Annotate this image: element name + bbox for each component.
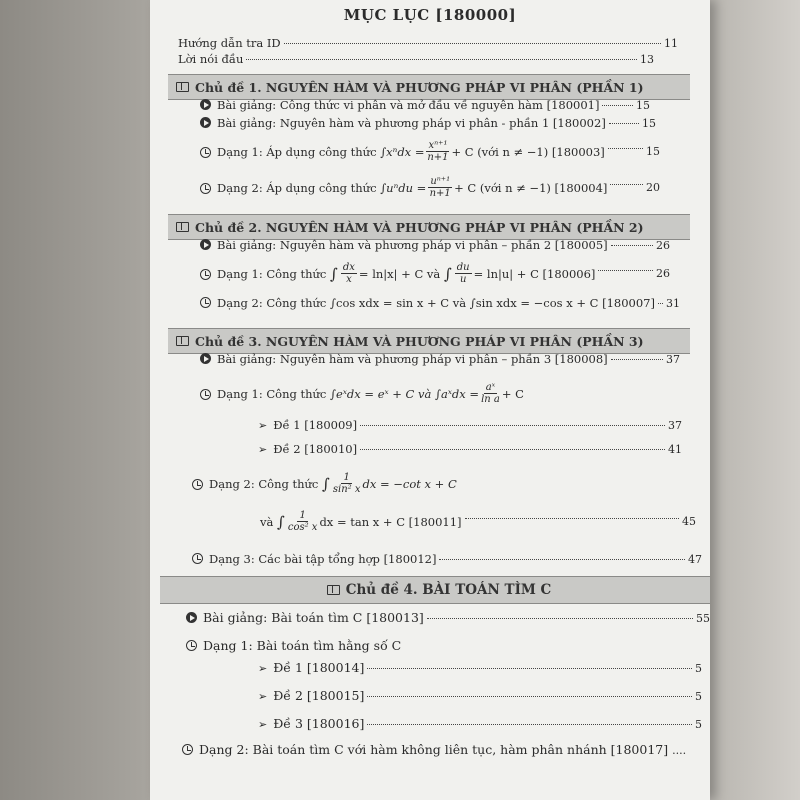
- chapter-title: Chủ đề 2. NGUYÊN HÀM VÀ PHƯƠNG PHÁP VI PHÂN (PHẦN 2): [195, 219, 644, 235]
- entry-label: Dạng 2: Công thức ∫cos xdx = sin x + C và ∫sin xdx = −cos x + C [180007]: [217, 296, 655, 310]
- entry-label: Đề 2 [180015]: [273, 688, 365, 703]
- clock-icon: [200, 389, 211, 400]
- entry-label: Bài giảng: Nguyên hàm và phương pháp vi phân – phần 3 [180008]: [217, 352, 608, 366]
- chapter-title: Chủ đề 1. NGUYÊN HÀM VÀ PHƯƠNG PHÁP VI PHÂN (PHẦN 1): [195, 79, 644, 95]
- entry-label: Dạng 3: Các bài tập tổng hợp [180012]: [209, 552, 437, 566]
- background-right: [710, 0, 800, 800]
- dot-leader: [360, 425, 665, 426]
- entry-label: Đề 1 [180014]: [273, 660, 365, 675]
- dot-leader: [284, 43, 661, 44]
- toc-entry[interactable]: [258, 688, 702, 703]
- toc-entry[interactable]: [200, 116, 656, 130]
- fraction: [481, 382, 500, 405]
- entry-label: Đề 3 [180016]: [273, 716, 365, 731]
- toc-entry[interactable]: [192, 552, 702, 566]
- page-number: 15: [636, 99, 650, 112]
- entry-label: Dạng 2: Áp dụng công thức: [217, 180, 377, 195]
- page-number: 47: [688, 553, 702, 566]
- entry-label: Dạng 1: Bài toán tìm hằng số C: [203, 638, 402, 653]
- arrow-icon: ➢: [258, 718, 268, 731]
- page-number: 55: [696, 612, 710, 625]
- page-number: 41: [668, 443, 682, 456]
- entry-label: Dạng 2: Bài toán tìm C với hàm không liên tục, hàm phân nhánh [180017]: [199, 742, 669, 757]
- chapter-title: Chủ đề 4. BÀI TOÁN TÌM C: [345, 582, 552, 598]
- formula-tail: dx = tan x + C [180011]: [319, 514, 462, 529]
- fraction: [426, 140, 449, 163]
- dot-leader: [367, 724, 692, 725]
- play-icon: [186, 612, 197, 623]
- dot-leader: [658, 303, 663, 304]
- page-number: 26: [656, 267, 670, 280]
- page-number: 13: [640, 53, 654, 66]
- background-left: [0, 0, 150, 800]
- dot-leader: [611, 245, 653, 246]
- toc-entry[interactable]: [258, 418, 682, 432]
- page-number: ....: [672, 744, 687, 757]
- dot-leader: [367, 696, 692, 697]
- toc-entry[interactable]: [258, 716, 702, 731]
- fraction-denominator: ln a: [481, 394, 500, 405]
- arrow-icon: ➢: [258, 419, 268, 432]
- formula-tail: dx = −cot x + C: [362, 476, 457, 491]
- integral-sign-icon: ∫: [322, 474, 330, 493]
- entry-label: Bài giảng: Công thức vi phân và mở đầu về nguyên hàm [180001]: [217, 98, 600, 112]
- entry-label: Bài giảng: Bài toán tìm C [180013]: [203, 610, 424, 625]
- entry-label: và: [260, 514, 274, 529]
- arrow-icon: ➢: [258, 690, 268, 703]
- dot-leader: [360, 449, 665, 450]
- play-icon: [200, 117, 211, 128]
- clock-icon: [186, 640, 197, 651]
- formula-tail: = ln|u| + C [180006]: [473, 266, 596, 281]
- formula: = ln|x| + C và: [358, 266, 441, 281]
- page-number: 20: [646, 181, 660, 194]
- entry-label: Bài giảng: Nguyên hàm và phương pháp vi phân – phần 2 [180005]: [217, 238, 608, 252]
- chapter-title: Chủ đề 3. NGUYÊN HÀM VÀ PHƯƠNG PHÁP VI PHÂN (PHẦN 3): [195, 333, 644, 349]
- fraction-numerator: dx: [342, 262, 355, 273]
- formula-tail: + C (với n ≠ −1) [180003]: [451, 144, 605, 159]
- book-icon: [176, 222, 189, 232]
- toc-entry[interactable]: [186, 638, 686, 653]
- fraction-numerator: 1: [343, 472, 350, 483]
- fraction-denominator: sin² x: [332, 484, 361, 495]
- play-icon: [200, 239, 211, 250]
- toc-entry[interactable]: [200, 176, 660, 199]
- fraction: [341, 262, 357, 285]
- clock-icon: [200, 269, 211, 280]
- entry-label: Dạng 1: Áp dụng công thức: [217, 144, 377, 159]
- play-icon: [200, 353, 211, 364]
- clock-icon: [192, 553, 203, 564]
- dot-leader: [608, 148, 643, 149]
- fraction-denominator: u: [459, 274, 467, 285]
- fraction: [455, 262, 472, 285]
- toc-entry[interactable]: [182, 742, 710, 757]
- integral-sign-icon: ∫: [443, 264, 452, 283]
- toc-entry[interactable]: [260, 510, 696, 533]
- play-icon: [200, 99, 211, 110]
- page-number: 37: [668, 419, 682, 432]
- fraction-numerator: 1: [299, 510, 306, 521]
- entry-label: Dạng 1: Công thức: [217, 386, 327, 401]
- dot-leader: [610, 184, 643, 185]
- fraction-denominator: n+1: [429, 188, 451, 199]
- page-number: 11: [664, 37, 678, 50]
- clock-icon: [192, 479, 203, 490]
- entry-label: Lời nói đầu: [178, 52, 244, 66]
- toc-entry[interactable]: [178, 52, 654, 66]
- chapter-heading[interactable]: [168, 214, 690, 240]
- clock-icon: [182, 744, 193, 755]
- toc-entry[interactable]: [200, 140, 660, 163]
- integral-sign-icon: ∫: [330, 264, 338, 283]
- page-title: MỤC LỤC [180000]: [343, 6, 517, 24]
- page: [150, 0, 710, 800]
- chapter-heading[interactable]: [160, 576, 710, 604]
- page-number: 5: [695, 662, 702, 675]
- entry-label: Bài giảng: Nguyên hàm và phương pháp vi phân - phần 1 [180002]: [217, 116, 606, 130]
- clock-icon: [200, 297, 211, 308]
- dot-leader: [611, 359, 663, 360]
- page-number: 15: [646, 145, 660, 158]
- toc-entry[interactable]: [192, 472, 552, 495]
- integral-sign-icon: ∫: [277, 512, 285, 531]
- chapter-heading[interactable]: [168, 328, 690, 354]
- toc-entry[interactable]: [200, 98, 650, 112]
- arrow-icon: ➢: [258, 443, 268, 456]
- book-icon: [327, 585, 340, 595]
- fraction-denominator: cos² x: [287, 522, 318, 533]
- dot-leader: [439, 559, 685, 560]
- page-number: 15: [642, 117, 656, 130]
- fraction-denominator: x: [346, 274, 352, 285]
- formula-tail: + C (với n ≠ −1) [180004]: [454, 180, 608, 195]
- toc-entry[interactable]: [258, 442, 682, 456]
- toc-entry[interactable]: [200, 262, 670, 285]
- formula: ∫uⁿdu =: [380, 180, 427, 195]
- dot-leader: [602, 105, 633, 106]
- fraction: [428, 176, 452, 199]
- page-number: 5: [695, 718, 702, 731]
- dot-leader: [609, 123, 639, 124]
- dot-leader: [598, 270, 653, 271]
- formula-tail: + C: [501, 386, 524, 401]
- fraction-numerator: aˣ: [485, 382, 496, 393]
- toc-entry[interactable]: [200, 352, 680, 366]
- dot-leader: [427, 618, 693, 619]
- book-icon: [176, 82, 189, 92]
- fraction: [333, 472, 361, 495]
- clock-icon: [200, 147, 211, 158]
- dot-leader: [246, 59, 637, 60]
- entry-label: Đề 1 [180009]: [273, 418, 358, 432]
- entry-label: Đề 2 [180010]: [273, 442, 358, 456]
- fraction-numerator: du: [456, 262, 470, 273]
- entry-label: Dạng 1: Công thức: [217, 266, 327, 281]
- dot-leader: [367, 668, 692, 669]
- entry-label: Dạng 2: Công thức: [209, 476, 319, 491]
- toc-entry[interactable]: [258, 660, 702, 675]
- page-number: 26: [656, 239, 670, 252]
- page-number: 45: [682, 515, 696, 528]
- fraction-denominator: n+1: [427, 152, 449, 163]
- entry-label: Hướng dẫn tra ID: [178, 36, 281, 50]
- page-number: 37: [666, 353, 680, 366]
- formula: ∫eˣdx = eˣ + C và ∫aˣdx =: [330, 386, 480, 401]
- toc-entry[interactable]: [200, 296, 680, 310]
- book-icon: [176, 336, 189, 346]
- fraction: [288, 510, 318, 533]
- chapter-heading[interactable]: [168, 74, 690, 100]
- toc-entry[interactable]: [200, 382, 620, 405]
- fraction-numerator: xⁿ⁺¹: [428, 140, 448, 151]
- fraction-numerator: uⁿ⁺¹: [430, 176, 451, 187]
- page-number: 5: [695, 690, 702, 703]
- arrow-icon: ➢: [258, 662, 268, 675]
- formula: ∫xⁿdx =: [380, 144, 425, 159]
- page-number: 31: [666, 297, 680, 310]
- clock-icon: [200, 183, 211, 194]
- toc-entry[interactable]: [178, 36, 678, 50]
- toc-entry[interactable]: [200, 238, 670, 252]
- dot-leader: [465, 518, 679, 519]
- toc-entry[interactable]: [186, 610, 710, 625]
